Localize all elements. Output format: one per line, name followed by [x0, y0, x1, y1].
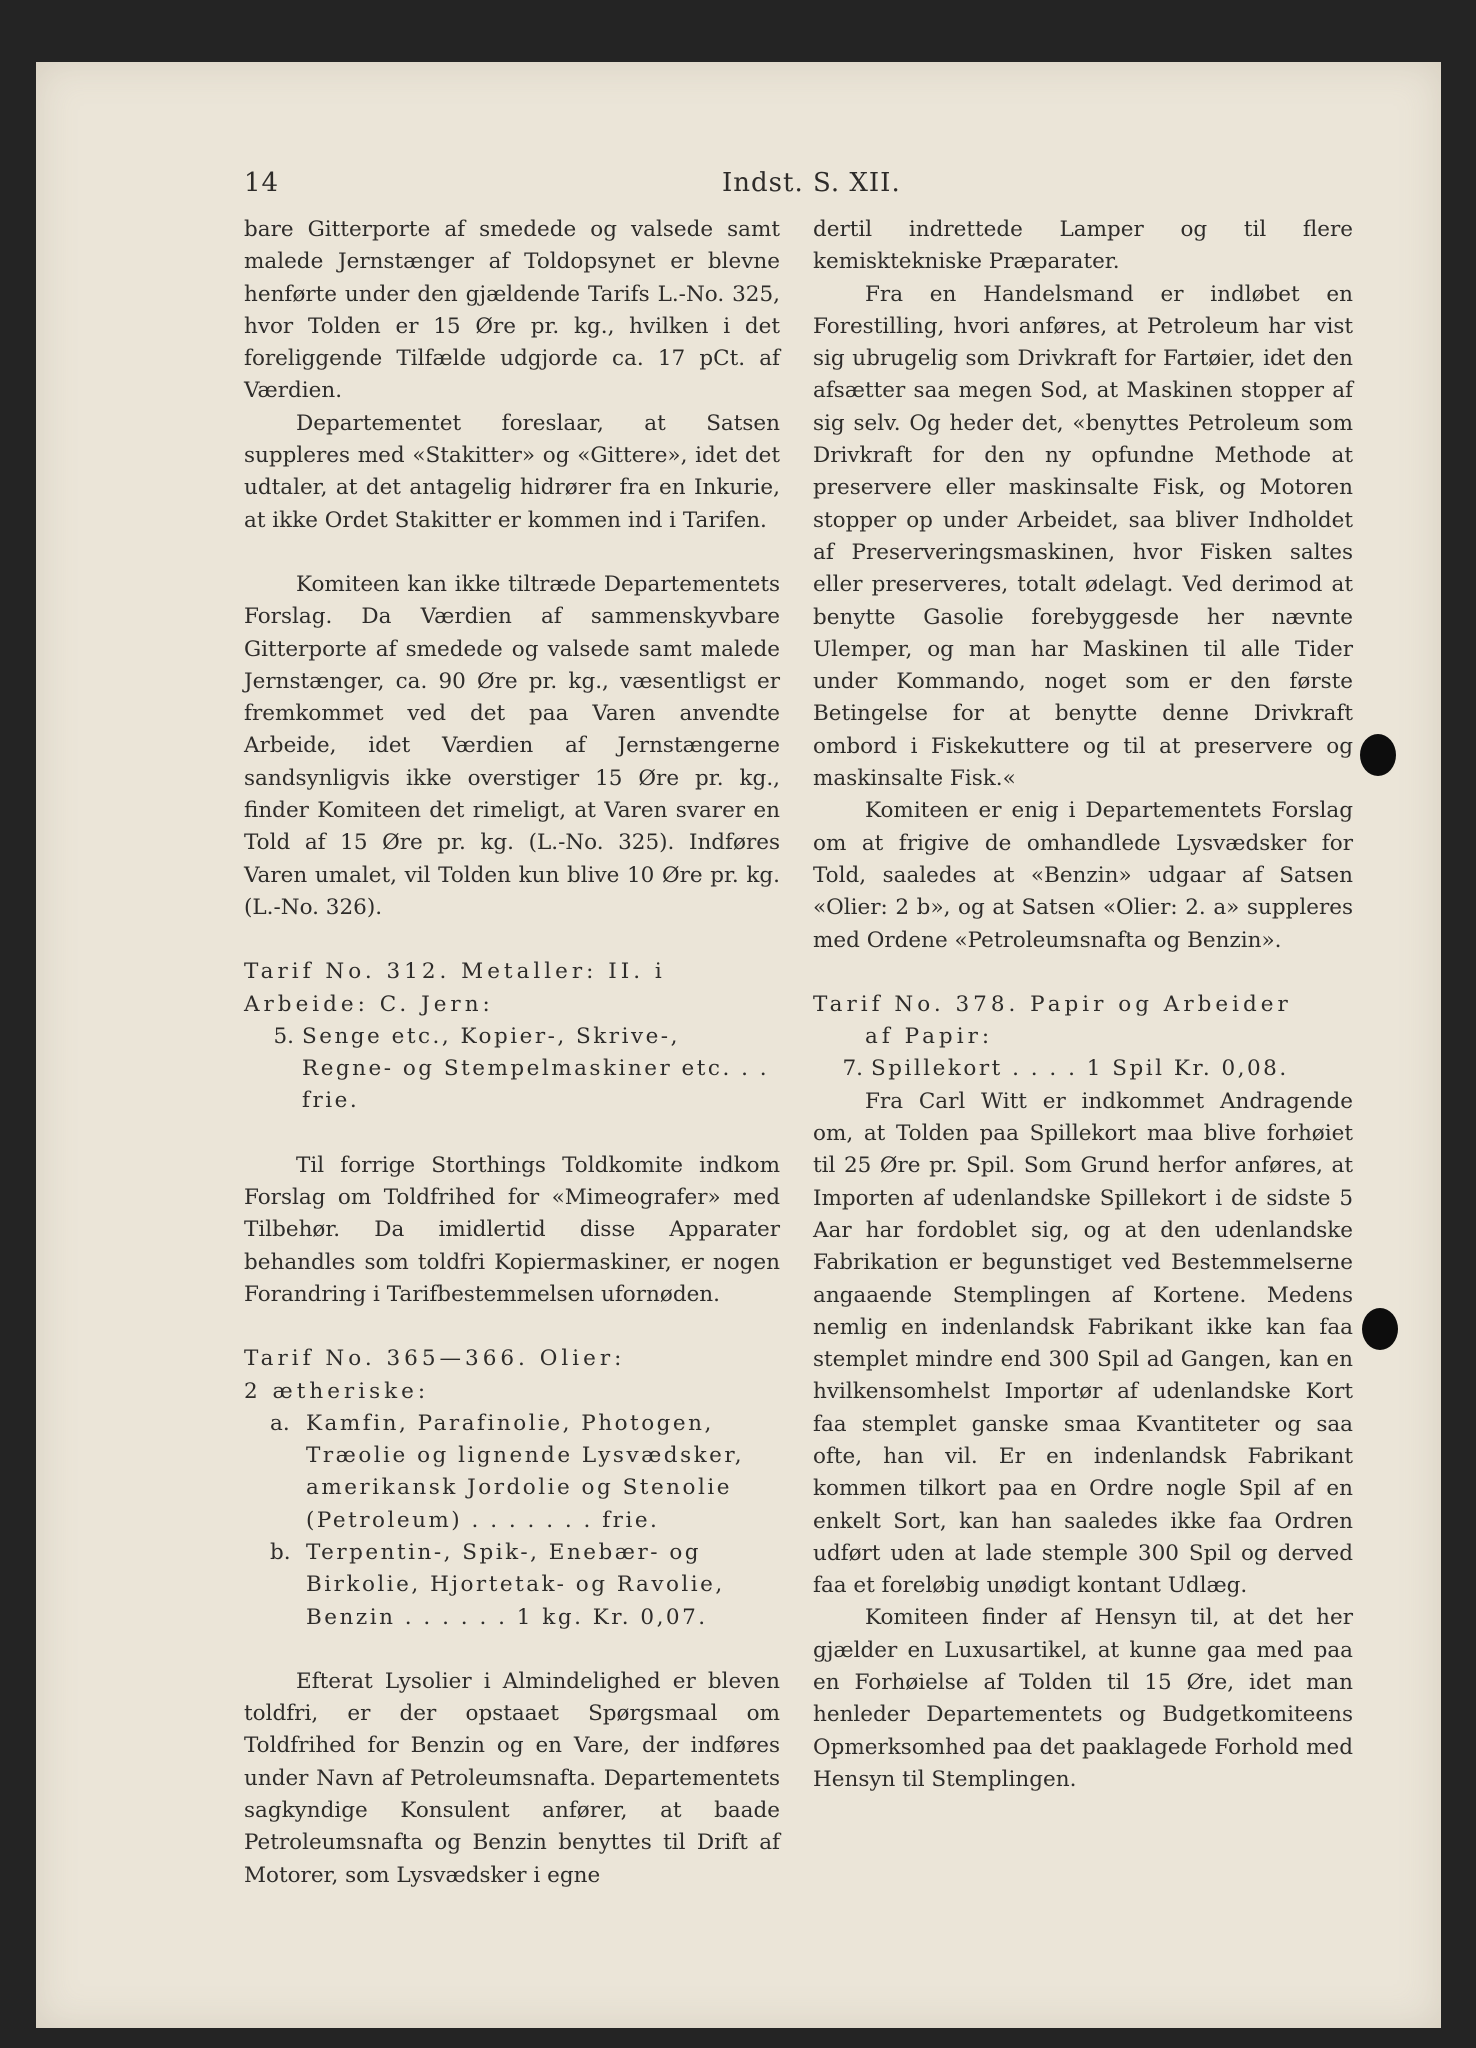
item-text: Spillekort	[871, 1056, 1003, 1082]
subitem-value: . . . . . . 1 kg. Kr. 0,07.	[404, 1604, 708, 1630]
paragraph: Efterat Lysolier i Almindelighed er bleven toldfri, er der opstaaet Spørgsmaal om Toldfrihed for Benzin og en Vare, der indføres under Navn af Petroleumsnafta. Departementets sagkyndige Konsulent anfører, at baade Petroleumsnafta og Benzin benyttes til Drift af Motorer, som Lysvædsker i egne	[244, 1668, 780, 1888]
tarif-item	[813, 1053, 1353, 1085]
tarif-subitem-b	[244, 1537, 780, 1634]
tarif-heading-312: Tarif No. 312. Metaller: II. i Arbeide: C. Jern:	[244, 959, 666, 1017]
tarif-heading-cont: af Papir:	[865, 1024, 994, 1050]
subitem-label: a.	[270, 1410, 290, 1436]
right-column	[813, 214, 1353, 1796]
item-value: . . . . 1 Spil Kr. 0,08.	[1012, 1056, 1289, 1082]
tarif-subitem-a	[244, 1408, 780, 1537]
paragraph: Komiteen kan ikke tiltræde Departementets Forslag. Da Værdien af sammenskyvbare Gitterporte af smedede og valsede samt malede Jernstænger, ca. 90 Øre pr. kg., væsentligst er fremkommet ved det paa Varen anvendte Arbeide, idet Værdien af Jernstængerne sandsynligvis ikke overstiger 15 Øre pr. kg., finder Komiteen det rimeligt, at Varen svarer en Told af 15 Øre pr. kg. (L.-No. 325). Indføres Varen umalet, vil Tolden kun blive 10 Øre pr. kg. (L.-No. 326).	[244, 571, 780, 920]
page-number: 14	[244, 168, 280, 198]
paragraph: Departementet foreslaar, at Satsen suppleres med «Stakitter» og «Gittere», idet det udtaler, at det antagelig hidrører fra en Inkurie, at ikke Ordet Stakitter er kommen ind i Tarifen.	[244, 410, 780, 533]
paragraph: Komiteen finder af Hensyn til, at det her gjælder en Luxusartikel, at kunne gaa med paa en Forhøielse af Tolden til 15 Øre, idet man henleder Departementets og Budgetkomiteens Opmerksomhed paa det paaklagede Forhold med Hensyn til Stemplingen.	[813, 1605, 1353, 1792]
paragraph: dertil indrettede Lamper og til flere kemisktekniske Præparater.	[813, 217, 1353, 275]
subitem-text: Kamfin, Parafinolie, Photogen, Træolie og lignende Lysvædsker, amerikansk Jordolie og Stenolie (Petroleum)	[306, 1410, 745, 1533]
tarif-item	[244, 1021, 780, 1118]
page-header-reference: Indst. S. XII.	[722, 168, 901, 198]
left-column	[244, 214, 780, 1892]
paragraph: bare Gitterporte af smedede og valsede samt malede Jernstænger af Toldopsynet er blevne henførte under den gjældende Tarifs L.-No. 325, hvor Tolden er 15 Øre pr. kg., hvilken i det foreliggende Tilfælde udgjorde ca. 17 pCt. af Værdien.	[244, 217, 780, 404]
tarif-subheading: 2 ætheriske:	[244, 1378, 430, 1404]
tarif-heading-365: Tarif No. 365—366. Olier:	[244, 1346, 626, 1372]
punch-hole-lower	[1362, 1308, 1398, 1350]
paragraph: Til forrige Storthings Toldkomite indkom Forslag om Toldfrihed for «Mimeografer» med Tilbehør. Da imidlertid disse Apparater behandles som toldfri Kopiermaskiner, er nogen Forandring i Tarifbestemmelsen ufornøden.	[244, 1152, 780, 1307]
paragraph: Fra Carl Witt er indkommet Andragende om, at Tolden paa Spillekort maa blive forhøiet til 25 Øre pr. Spil. Som Grund herfor anføres, at Importen af udenlandske Spillekort i de sidste 5 Aar har fordoblet sig, og at den udenlandske Fabrikation er begunstiget ved Bestemmelserne angaaende Stemplingen af Kortene. Medens nemlig en indenlandsk Fabrikant ikke kan faa stemplet mindre end 300 Spil ad Gangen, kan en hvilkensomhelst Importør af udenlandske Kort faa stemplet ganske smaa Kvantiteter og saa ofte, han vil. Er en indenlandsk Fabrikant kommen tilkort paa en Ordre nogle Spil af en enkelt Sort, kan han saaledes ikke faa Ordren udført uden at lade stemple 300 Spil og derved faa et foreløbig unødigt kontant Udlæg.	[813, 1088, 1353, 1599]
subitem-value: . . . . . . . frie.	[471, 1507, 660, 1533]
paragraph: Komiteen er enig i Departementets Forslag om at frigive de omhandlede Lysvædsker for Told, saaledes at «Benzin» udgaar af Satsen «Olier: 2 b», og at Satsen «Olier: 2. a» suppleres med Ordene «Petroleumsnafta og Benzin».	[813, 798, 1353, 953]
item-number: 7.	[842, 1056, 863, 1082]
punch-hole-upper	[1360, 734, 1396, 776]
subitem-label: b.	[270, 1539, 291, 1565]
tarif-heading-378: Tarif No. 378. Papir og Arbeider	[813, 991, 1292, 1017]
subitem-text: Terpentin-, Spik-, Enebær- og Birkolie, Hjortetak- og Ravolie, Benzin	[306, 1539, 725, 1630]
item-number: 5.	[273, 1023, 294, 1049]
item-text: Senge etc., Kopier-, Skrive-, Regne- og Stempelmaskiner etc.	[302, 1023, 732, 1082]
item-value: . . frie.	[302, 1056, 770, 1114]
paragraph: Fra en Handelsmand er indløbet en Forestilling, hvori anføres, at Petroleum har vist sig ubrugelig som Drivkraft for Fartøier, idet den afsætter saa megen Sod, at Maskinen stopper af sig selv. Og heder det, «benyttes Petroleum som Drivkraft for den ny opfundne Methode at preservere eller maskinsalte Fisk, og Motoren stopper op under Arbeidet, saa bliver Indholdet af Preserveringsmaskinen, hvor Fisken saltes eller preserveres, totalt ødelagt. Ved derimod at benytte Gasolie forebyggesde her nævnte Ulemper, og man har Maskinen til alle Tider under Kommando, noget som er den første Betingelse for at benytte denne Drivkraft ombord i Fiskekuttere og til at preservere og maskinsalte Fisk.«	[813, 281, 1353, 792]
